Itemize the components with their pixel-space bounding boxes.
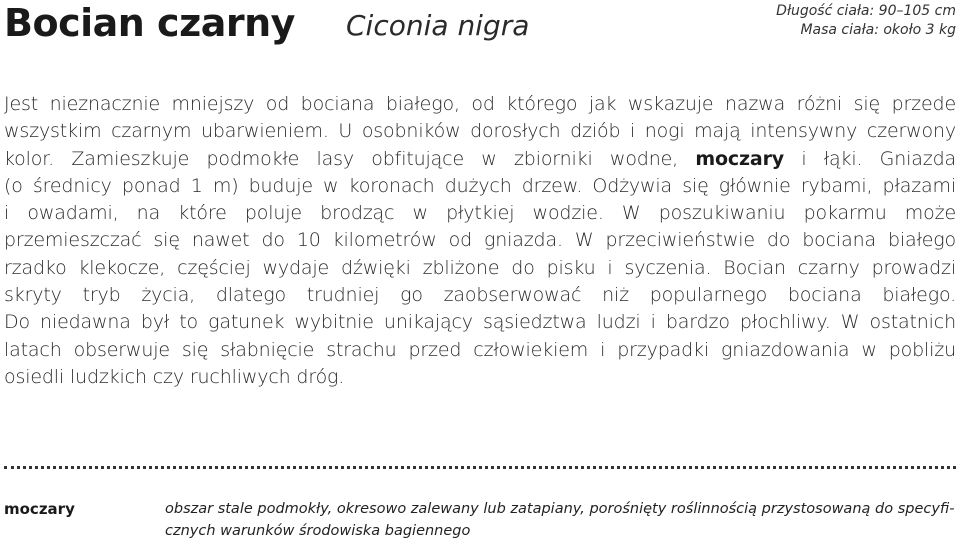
paragraph-line [4,91,956,118]
line-text: Jest nieznacznie mniejszy od bociana białego, od którego jak wskazuje nazwa różni się przede [4,93,956,115]
paragraph-line [4,309,956,336]
paragraph-line [4,118,956,145]
line-text: wszystkim czarnym ubarwieniem. U osobników dorosłych dziób i nogi mają intensywny czerwony [4,120,956,143]
paragraph-line [4,146,956,173]
line-text: rzadko klekocze, częściej wydaje dźwięki zbliżone do pisku i syczenia. Bocian czarny prowadzi [4,256,956,279]
line-text: skryty tryb życia, dlatego trudniej go zaobserwować niż popularnego bociana białego. [4,284,956,307]
definition-line: cznych warunków środowiska bagiennego [165,523,471,539]
line-text: przemieszczać się nawet do 10 kilometrów od gniazda. W przeciwieństwie do bociana białego [4,229,956,252]
species-stats [776,2,956,40]
definition-line: obszar stale podmokły, okresowo zalewany lub zatapiany, porośnięty roślinnością przystosowaną do specyfi- [165,501,955,517]
glossary-term: moczary [4,500,75,518]
line-text: (o średnicy ponad 1 m) buduje w koronach dużych drzew. Odżywia się głównie rybami, płazami [4,174,956,197]
page-title: Bocian czarny [4,1,295,45]
body-mass: Masa ciała: około 3 kg [800,22,956,38]
line-text: latach obserwuje się słabnięcie strachu przed człowiekiem i przypadki gniazdowania w pobliżu [4,338,956,361]
header [0,0,960,60]
paragraph-line [4,282,956,309]
paragraph-line [4,255,956,282]
line-text: i łąki. Gniazda [784,147,956,170]
paragraph-line [4,337,956,364]
paragraph-line [4,227,956,254]
description-paragraph [4,91,956,391]
line-text: kolor. Zamieszkuje podmokłe lasy obfitujące w zbiorniki wodne, [4,147,696,170]
dotted-divider [4,466,956,469]
paragraph-line [4,173,956,200]
latin-name: Ciconia nigra [346,9,530,42]
line-text: Do niedawna był to gatunek wybitnie unikający sąsiedztwa ludzi i bardzo płochliwy. W ostatnich [4,311,956,334]
body-length: Długość ciała: 90–105 cm [776,3,956,19]
glossary-term-highlight: moczary [695,147,785,170]
line-text: osiedli ludzkich czy ruchliwych dróg. [4,365,345,388]
line-text: i owadami, na które poluje brodząc w płytkiej wodzie. W poszukiwaniu pokarmu może [4,202,956,225]
glossary-definition [165,498,957,542]
paragraph-line [4,364,956,391]
paragraph-line [4,200,956,227]
